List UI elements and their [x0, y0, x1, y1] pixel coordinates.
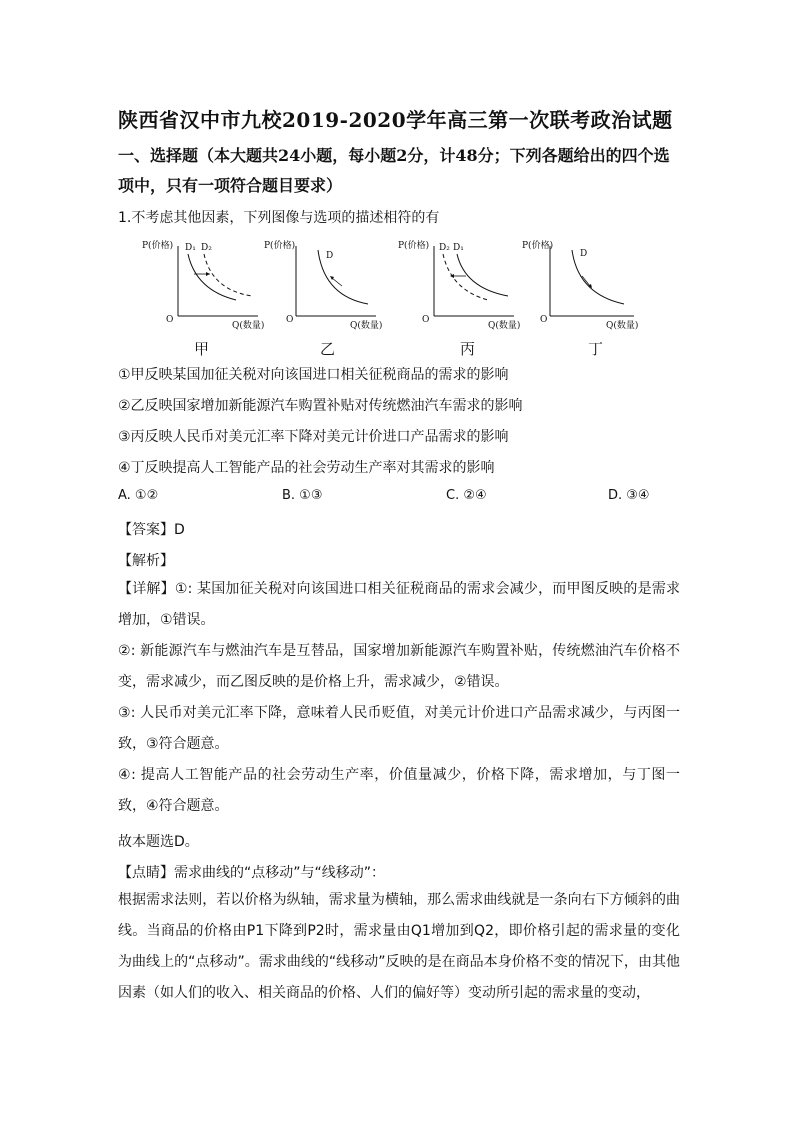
tip-label: 【点睛】 — [118, 865, 174, 881]
question-stem: 1.不考虑其他因素，下列图像与选项的描述相符的有 — [118, 210, 440, 226]
demand-curve-d2 — [443, 254, 488, 300]
detail-1: 【详解】①: 某国加征关税对向该国进口相关征税商品的需求会减少，而甲图反映的是需求增加，①错误。 — [118, 581, 681, 628]
curve-label: D — [326, 251, 334, 261]
origin-label: O — [422, 315, 430, 325]
origin-label: O — [540, 315, 548, 325]
statement-3: ③丙反映人民币对美元汇率下降对美元计价进口产品需求的影响 — [118, 429, 509, 445]
detail-2: ②: 新能源汽车与燃油汽车是互替品，国家增加新能源汽车购置补贴，传统燃油汽车价格不变，需求减少，而乙图反映的是价格上升，需求减少，②错误。 — [118, 643, 680, 690]
graph-ding — [520, 238, 670, 338]
y-axis-label: P(价格) — [398, 241, 430, 251]
x-axis-label: Q(数量) — [350, 321, 383, 331]
origin-label: O — [166, 315, 174, 325]
graph-label-bing: 丙 — [460, 340, 476, 358]
y-axis-label: P(价格) — [264, 241, 296, 251]
graph-label-ding: 丁 — [588, 340, 604, 358]
option-c: C. ②④ — [446, 488, 487, 503]
graph-yi — [262, 238, 412, 338]
shift-arrow — [206, 272, 210, 276]
page-title: 陕西省汉中市九校2019-2020学年高三第一次联考政治试题 — [118, 108, 673, 132]
curve-label-1: D₁ — [185, 243, 196, 253]
statement-4: ④丁反映提高人工智能产品的社会劳动生产率对其需求的影响 — [118, 460, 495, 476]
option-b: B. ①③ — [282, 488, 323, 503]
conclusion: 故本题选D。 — [118, 834, 199, 850]
detail-4: ④: 提高人工智能产品的社会劳动生产率，价值量减少，价格下降，需求增加，与丁图一致，④符合题意。 — [118, 767, 680, 814]
section-heading: 一、选择题（本大题共24小题，每小题2分，计48分；下列各题给出的四个选项中，只有一项符合题目要求） — [118, 146, 670, 195]
graph-label-yi: 乙 — [320, 340, 336, 358]
statement-1: ①甲反映某国加征关税对向该国进口相关征税商品的需求的影响 — [118, 367, 509, 383]
y-axis-label: P(价格) — [522, 241, 554, 251]
curve-label-1: D₂ — [439, 243, 450, 253]
curve-label-2: D₂ — [201, 243, 212, 253]
x-axis-label: Q(数量) — [606, 321, 639, 331]
x-axis-label: Q(数量) — [232, 321, 265, 331]
detail-3: ③: 人民币对美元汇率下降，意味着人民币贬值，对美元计价进口产品需求减少，与丙图一致，③符合题意。 — [118, 705, 680, 752]
y-axis-label: P(价格) — [142, 241, 174, 251]
tip-body: 根据需求法则，若以价格为纵轴，需求量为横轴，那么需求曲线就是一条向右下方倾斜的曲线。当商品的价格由P1下降到P2时，需求量由Q1增加到Q2，即价格引起的需求量的变化为曲线上的“点移动”。需求曲线的“线移动”反映的是在商品本身价格不变的情况下，由其他因素（如人们的收入、相关商品的价格、人们的偏好等）变动所引起的需求量的变动， — [118, 892, 680, 1001]
origin-label: O — [286, 315, 294, 325]
x-axis-label: Q(数量) — [488, 321, 521, 331]
statement-2: ②乙反映国家增加新能源汽车购置补贴对传统燃油汽车需求的影响 — [118, 398, 523, 414]
detail-label: 【详解】 — [118, 581, 175, 597]
graph-label-jia: 甲 — [194, 340, 210, 358]
tip-line — [118, 862, 385, 882]
curve-label-2: D₁ — [453, 243, 464, 253]
option-d: D. ③④ — [608, 488, 650, 503]
curve-label: D — [580, 249, 588, 259]
option-a: A. ①② — [118, 488, 159, 503]
tip-title: 需求曲线的“点移动”与“线移动”： — [174, 865, 386, 881]
demand-curve-d1 — [188, 254, 236, 300]
shift-arrow — [450, 274, 454, 278]
analysis-heading: 【解析】 — [118, 553, 174, 569]
answer-line: 【答案】D — [118, 522, 185, 538]
